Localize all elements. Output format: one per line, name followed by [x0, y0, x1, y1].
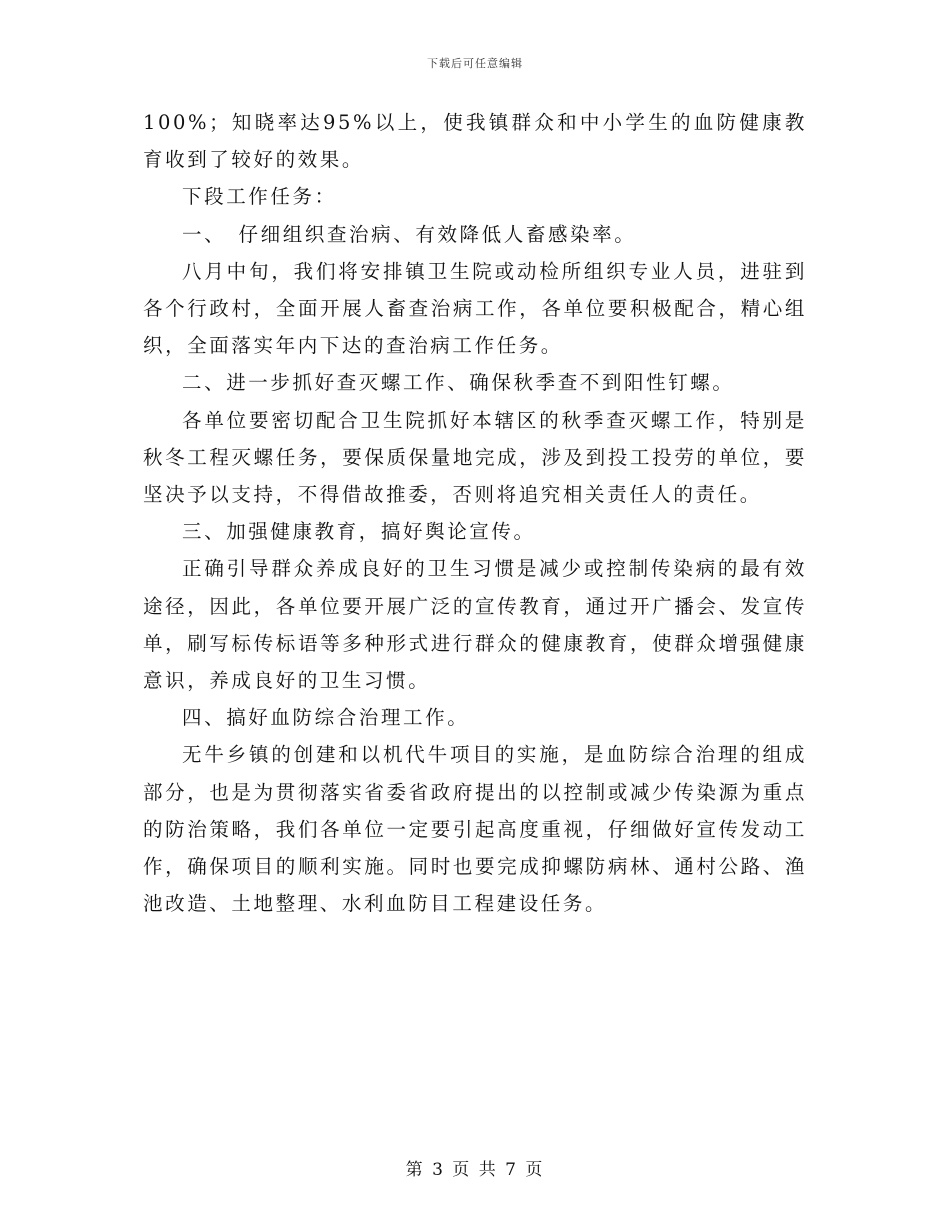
page-number-footer: 第 3 页 共 7 页 [405, 1160, 545, 1180]
paragraph-continuation: 100%；知晓率达95%以上，使我镇群众和中小学生的血防健康教育收到了较好的效果。 [143, 111, 807, 172]
page-header: 下载后可任意编辑 [427, 57, 523, 70]
paragraph-task-1-heading: 一、 仔细组织查治病、有效降低人畜感染率。 [182, 222, 637, 246]
paragraph-task-4-body: 无牛乡镇的创建和以机代牛项目的实施，是血防综合治理的组成部分，也是为贯彻落实省委省政府提出的以控制或减少传染源为重点的防治策略，我们各单位一定要引起高度重视，仔细做好宣传发动工作，确保项目的顺利实施。同时也要完成抑螺防病林、通村公路、渔池改造、土地整理、水利血防目工程建设任务。 [143, 743, 807, 916]
paragraph-task-4-heading: 四、搞好血防综合治理工作。 [182, 706, 470, 730]
paragraph-task-2-body: 各单位要密切配合卫生院抓好本辖区的秋季查灭螺工作，特别是秋冬工程灭螺任务，要保质保量地完成，涉及到投工投劳的单位，要坚决予以支持，不得借故推委，否则将追究相关责任人的责任。 [143, 408, 807, 507]
paragraph-task-3-heading: 三、加强健康教育，搞好舆论宣传。 [182, 520, 536, 544]
paragraph-task-3-body: 正确引导群众养成良好的卫生习惯是减少或控制传染病的最有效途径，因此，各单位要开展广泛的宣传教育，通过开广播会、发宣传单，刷写标传标语等多种形式进行群众的健康教育，使群众增强健康意识，养成良好的卫生习惯。 [143, 557, 807, 693]
paragraph-task-2-heading: 二、进一步抓好查灭螺工作、确保秋季查不到阳性钉螺。 [182, 371, 735, 395]
paragraph-next-tasks-heading: 下段工作任务： [182, 185, 337, 209]
paragraph-task-1-body: 八月中旬，我们将安排镇卫生院或动检所组织专业人员，进驻到各个行政村，全面开展人畜查治病工作，各单位要积极配合，精心组织，全面落实年内下达的查治病工作任务。 [143, 259, 807, 358]
document-body [143, 104, 807, 922]
